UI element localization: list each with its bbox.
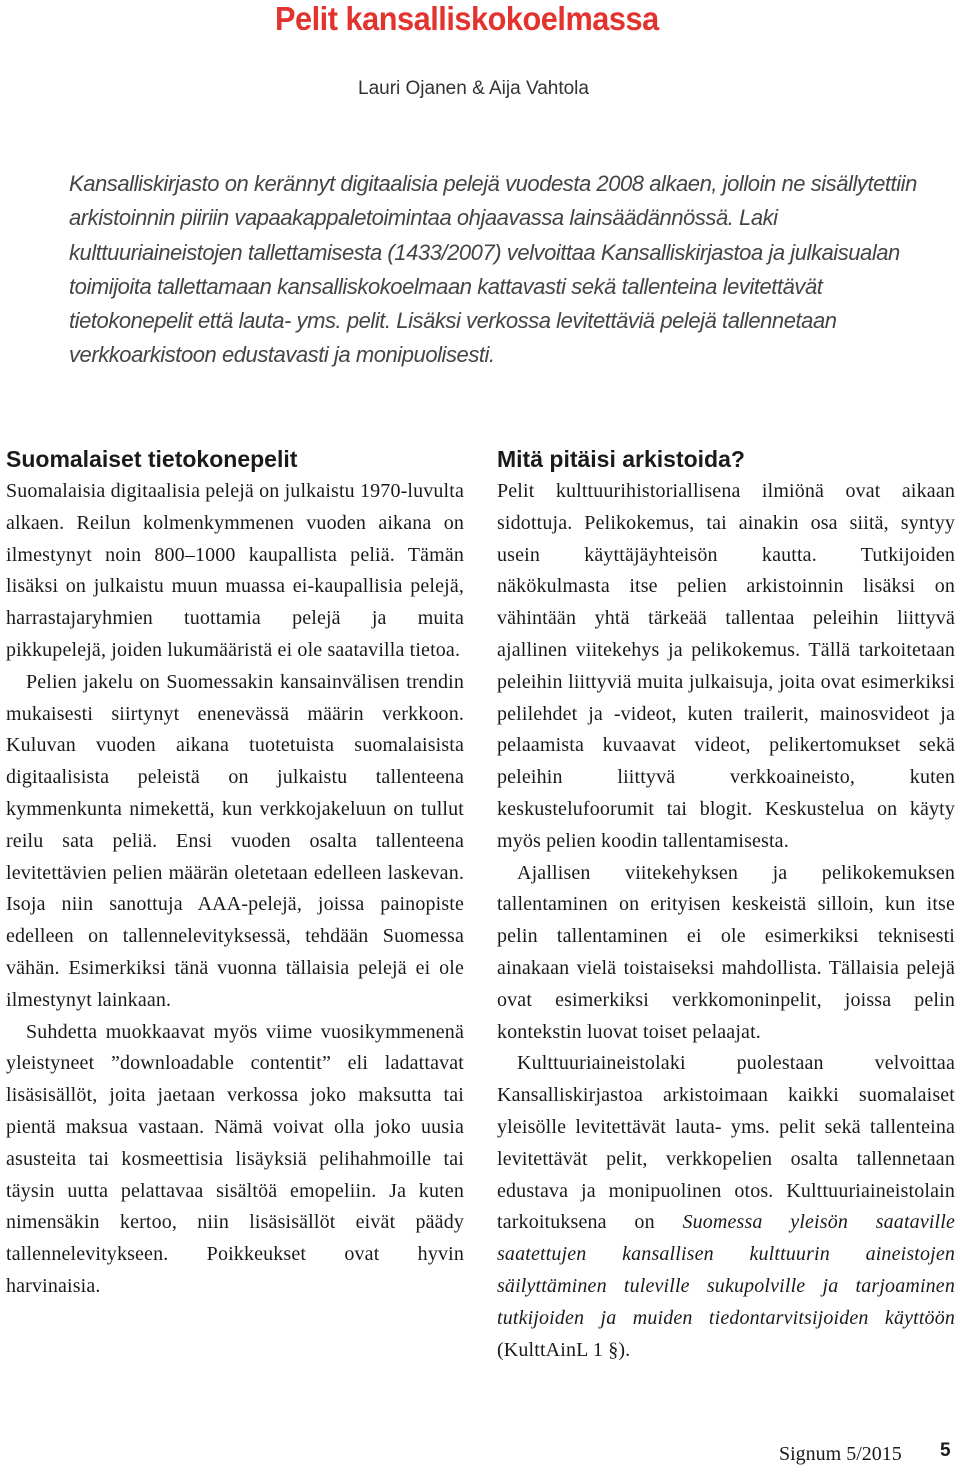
- body-paragraph: Suomalaisia digitaalisia pelejä on julkaistu 1970-luvulta alkaen. Reilun kolmenkymmenen vuoden aikana on ilmestynyt noin 800–1000 kaupallista peliä. Tämän lisäksi on julkaistu muun muassa ei-kaupallisia pelejä, harrastajaryhmien tuottamia pelejä ja muita pikkupelejä, joiden lukumääristä ei ole saatavilla tietoa.: [6, 480, 464, 661]
- body-paragraph: Pelien jakelu on Suomessakin kansainvälisen trendin mukaisesti siirtynyt enenevässä määrin verkkoon. Kuluvan vuoden aikana tuotetuista suomalaisista digitaalisista peleistä on julkaistu tallenteena kymmenkunta nimekettä, kun verkkojakeluun on tullut reilu sata peliä. Ensi vuoden osalta tallenteena levitettävien pelien määrän oletetaan edelleen laskevan. Isoja niin sanottuja AAA-pelejä, joissa painopiste edelleen on tallennelevityksessä, tehdään Suomessa vähän. Esimerkiksi tänä vuonna tällaisia pelejä ei ole ilmestynyt lainkaan.: [6, 670, 464, 1011]
- article-title: Pelit kansalliskokoelmassa: [275, 0, 659, 37]
- section-heading-finnish-games: Suomalaiset tietokonepelit: [6, 446, 298, 472]
- body-paragraph: Suhdetta muokkaavat myös viime vuosikymmenenä yleistyneet ”downloadable contentit” eli ladattavat lisäsisällöt, joita jaetaan verkossa joko maksutta tai pientä maksua vastaan. Nämä voivat olla joko uusia asusteita tai kosmeettisia lisäyksiä pelihahmoille tai täysin uutta pelattavaa sisältöä emopeliin. Ja kuten nimensäkin kertoo, niin lisäsisällöt eivät päädy tallennelevitykseen. Poikkeukset ovat hyvin harvinaisia.: [6, 1020, 464, 1297]
- lead-paragraph: Kansalliskirjasto on kerännyt digitaalisia pelejä vuodesta 2008 alkaen, jolloin ne sisällytettiin arkistoinnin piiriin vapaakappaletoimintaa ohjaavassa lainsäädännössä. Laki kulttuuriaineistojen tallettamisesta (1433/2007) velvoittaa Kansalliskirjastoa ja julkaisualan toimijoita tallettamaan kansalliskokoelmaan kattavasti sekä tallenteina levitettävät tietokonepelit että lauta- yms. pelit. Lisäksi verkossa levitettäviä pelejä tallennetaan verkkoarkistoon edustavasti ja monipuolisesti.: [69, 171, 917, 368]
- magazine-issue: Signum 5/2015: [779, 1443, 902, 1465]
- body-paragraph: Ajallisen viitekehyksen ja pelikokemuksen tallentaminen on erityisen keskeistä silloin, kun itse pelin tallentaminen ei ole esimerkiksi teknisesti ainakaan vielä toistaiseksi mahdollista. Tällaisia pelejä ovat esimerkiksi verkkomoninpelit, joissa pelin kontekstin luovat toiset pelaajat.: [497, 861, 955, 1043]
- left-column: [6, 442, 464, 1303]
- page-number: 5: [940, 1440, 951, 1461]
- law-reference: (KulttAinL 1 §).: [497, 1338, 631, 1361]
- body-paragraph: Pelit kulttuurihistoriallisena ilmiönä ovat aikaan sidottuja. Pelikokemus, tai ainakin osa siitä, syntyy usein käyttäjäyhteisön kautta. Tutkijoiden näkökulmasta itse pelien arkistoinnin lisäksi on vähintään yhtä tärkeää tallentaa peleihin liittyvä ajallinen viitekehys ja pelikokemus. Tällä tarkoitetaan peleihin liittyviä muita julkaisuja, joita ovat esimerkiksi pelilehdet ja -videot, kuten trailerit, mainosvideot ja pelaamista kuvaavat videot, pelikertomukset sekä peleihin liittyvä verkkoaineisto, kuten keskustelufoorumit tai blogit. Keskustelua on käyty myös pelien koodin tallentamisesta.: [497, 480, 955, 852]
- section-heading-what-to-archive: Mitä pitäisi arkistoida?: [497, 446, 745, 472]
- body-paragraph: [497, 1048, 955, 1366]
- right-column: [497, 442, 955, 1366]
- article-authors: Lauri Ojanen & Aija Vahtola: [358, 78, 589, 99]
- law-quote: Suomessa yleisön saataville saatettujen kansallisen kulttuurin aineistojen säilyttäminen tuleville sukupolville ja tarjoaminen tutkijoiden ja muiden tiedontarvitsijoiden käyttöön: [497, 1211, 955, 1329]
- law-text: Kulttuuriaineistolaki puolestaan velvoittaa Kansalliskirjastoa arkistoimaan kaikki suomalaiset yleisölle levitettävät lauta- yms. pelit sekä tallenteina levitettävät pelit, verkkopelien osalta tallennetaan edustava ja monipuolinen otos. Kulttuuriaineistolain tarkoituksena on: [497, 1052, 955, 1234]
